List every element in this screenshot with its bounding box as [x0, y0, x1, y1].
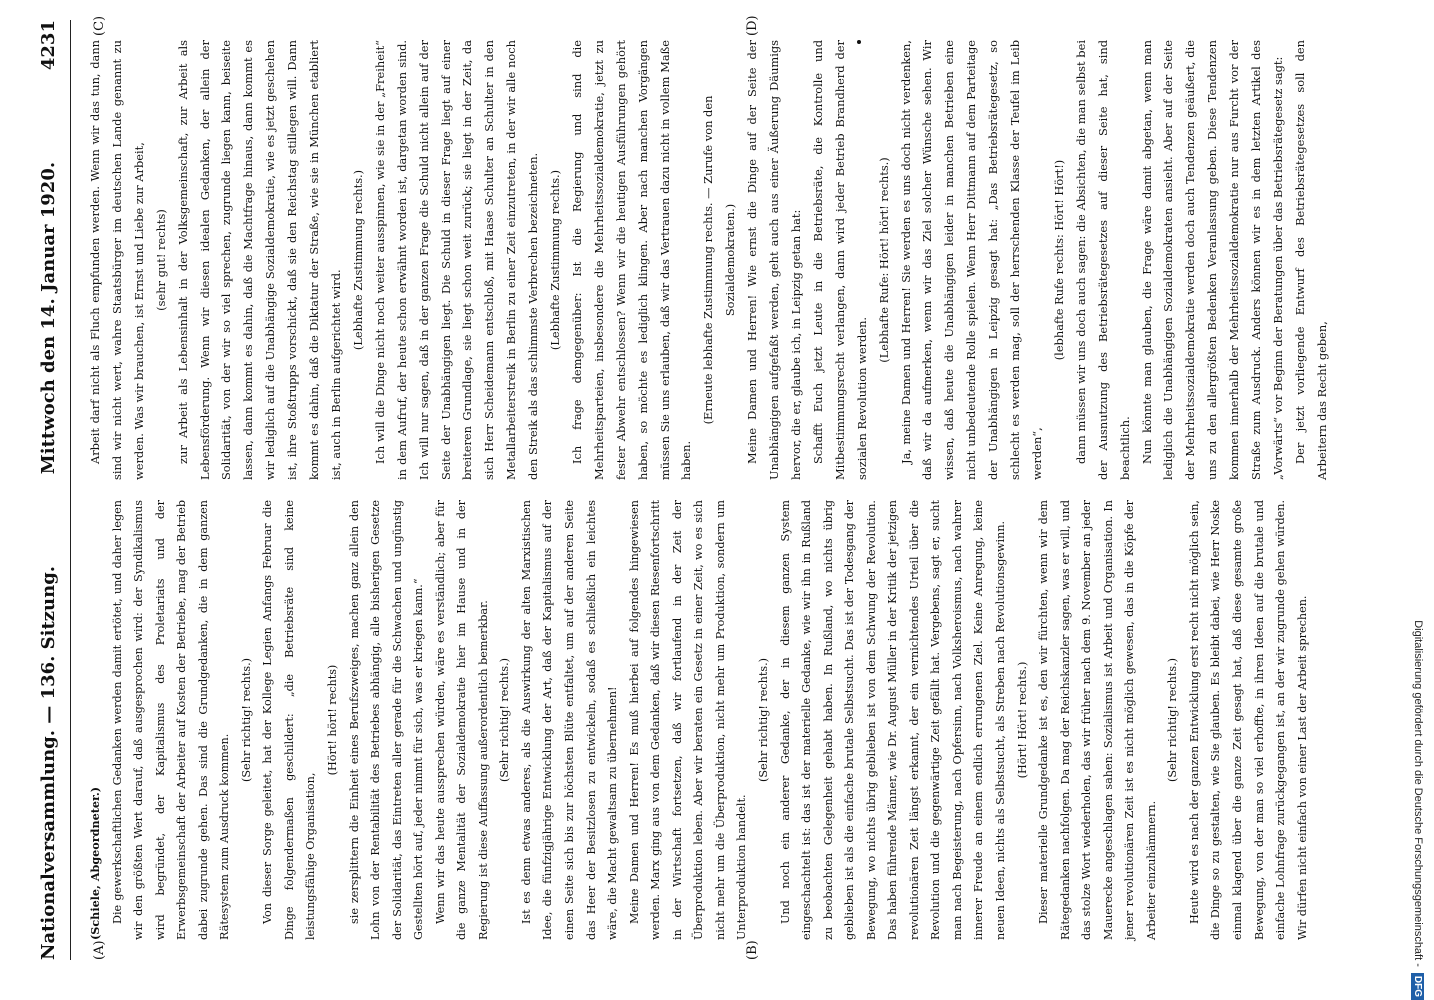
digitization-note	[1406, 0, 1430, 1000]
ink-dot	[857, 40, 861, 44]
paragraph: (Hört! hört! rechts)	[326, 664, 340, 776]
paragraph: Ja, meine Damen und Herren! Sie werden es uns doch nicht verdenken, daß wir da aufmerken, wenn wir das Ziel solcher Wünsche sehen. Wir wissen, daß heute die Unabhängigen leider in manchen Betrieben eine nicht unbedeutende Rolle spielen. Wenn Herr Dittmann auf dem Parteitage der Unabhängigen in Leipzig gesagt hat: „Das Betriebsrätegesetz, so schlecht es werden mag, soll der herrschenden Klasse der Teufel im Leib werden“,	[898, 40, 1044, 480]
page-number: 4231	[37, 20, 59, 71]
dfg-logo: DFG	[1412, 973, 1425, 1000]
left-column	[85, 500, 1313, 940]
paragraph: (Sehr richtig! rechts.)	[239, 657, 253, 783]
paragraph: Und noch ein anderer Gedanke, der in diesem ganzen System eingeschachtelt ist: das ist der materielle Gedanke, wie wir ihn in Rußland zu beobachten Gelegenheit gehabt haben. In Rußland, wo nichts übrig geblieben ist als die einfache brutale Selbstsucht. Das ist der Todesgang der Bewegung, wo nichts übrig geblieben ist von dem Schwung der Revolution. Das haben führende Männer, wie Dr. August Müller in der Kritik der jetzigen revolutionären Zeit längst erkannt, der ein vernichtendes Urteil über die Revolution und die gegenwärtige Zeit gefällt hat. Vergebens, sagt er, sucht man nach Begeisterung, nach Opfersinn, nach Volksheroismus, nach wahrer innerer Freude an einem endlich errungenen Ziel. Keine Anregung, keine neuen Ideen, nichts als Selbstsucht, als Streben nach Revolutionsgewinn.	[778, 500, 1007, 940]
paragraph: Wenn wir das heute aussprechen würden, wäre es verständlich; aber für die ganze Mentalität der Sozialdemokratie hier im Hause und in der Regierung ist diese Auffassung außerordentlich bemerkbar.	[433, 500, 490, 940]
paragraph: Heute wird es nach der ganzen Entwicklung erst recht nicht möglich sein, die Dinge so zu gestalten, wie Sie glauben. Es bleibt dabei, wie Herr Noske einmal klagend über die ganze Zeit gesagt hat, daß diese gesamte große Bewegung, von der man so viel erhoffte, in ihren Ideen auf die brutale und einfache Lohnfrage zurückgegangen ist, an der wir zugrunde gehen würden. Wir dürfen nicht einfach von einer Last der Arbeit sprechen.	[1187, 500, 1309, 940]
paragraph: Meine Damen und Herren! Es muß hierbei auf folgendes hingewiesen werden. Marx ging aus von dem Gedanken, daß wir diesen Riesenfortschritt in der Wirtschaft fortsetzen, daß wir fortlaufend in der Zeit der Überproduktion leben. Aber wir beraten ein Gesetz in einer Zeit, wo es sich nicht mehr um die Überproduktion, nicht mehr um Produktion, sondern um Unterproduktion handelt.	[627, 500, 749, 940]
paragraph: (sehr gut! rechts)	[153, 209, 168, 311]
page-header	[28, 20, 68, 960]
header-date: Mittwoch den 14. Januar 1920.	[37, 161, 59, 475]
header-rule	[70, 20, 71, 960]
paragraph: (Lebhafte Zustimmung rechts.)	[548, 169, 563, 351]
paragraph: Meine Damen und Herren! Wie ernst die Dinge auf der Seite der Unabhängigen aufgefaßt werden, geht auch aus einer Äußerung Däumigs hervor, die er, glaube ich, in Leipzig getan hat:	[745, 40, 803, 480]
right-column	[85, 40, 1334, 480]
marker-b: (B)	[745, 940, 760, 960]
paragraph: (Lebhafte Zustimmung rechts.)	[350, 169, 365, 351]
paragraph: Ich frage demgegenüber: Ist die Regierung und sind die Mehrheitsparteien, insbesondere die Mehrheitssozialdemokratie, jetzt zu fester Abwehr entschlossen? Wenn wir die heutigen Ausführungen gehört haben, so möchte es lediglich klingen. Aber nach manchen Vorgängen müssen Sie uns erlauben, daß wir das Vertrauen dazu nicht in vollem Maße haben.	[569, 40, 694, 480]
paragraph: Ist es denn etwas anderes, als die Auswirkung der alten Marxistischen Idee, die fünfzigjährige Entwicklung der Art, daß der Kapitalismus auf der einen Seite sich bis zur höchsten Blüte entfaltet, um auf der anderen Seite das Heer der Besitzlosen zu entwickeln, sodaß es schließlich ein leichtes wäre, die Macht gewaltsam zu übernehmen!	[519, 500, 620, 940]
paragraph: (Sehr richtig! rechts.)	[756, 657, 770, 783]
marker-c: (C)	[92, 15, 107, 36]
digitization-text: Digitalisierung gefördert durch die Deutsche Forschungsgemeinschaft -	[1412, 620, 1424, 967]
paragraph: Nun könnte man glauben, die Frage wäre damit abgetan, wenn man lediglich die Unabhängigen Sozialdemokraten ansieht. Aber auf der Seite der Mehrheitssozialdemokratie werden doch auch Tendenzen geäußert, die uns zu den allergrößten Bedenken Veranlassung geben. Diese Tendenzen kommen innerhalb der Mehrheitssozialdemokratie nur aus Furcht vor der Straße zum Ausdruck. Anders können wir es in dem letzten Artikel des „Vorwärts“ vor Beginn der Beratungen über das Betriebsrätegesetz sagt:	[1139, 40, 1285, 480]
paragraph: zur Arbeit als Lebensinhalt in der Volksgemeinschaft, zur Arbeit als Lebensförderung. Wenn wir diesen idealen Gedanken, der allein der Solidarität, von der wir so viel sprechen, zugrunde liegen kann, beiseite lassen, dann kommt es dahin, daß die Machtfrage hinaus, dann kommt es wir lediglich auf die Unabhängige Sozialdemokratie, wie es jetzt geschehen ist, ihre Stoßtrupps vorschickt, daß sie den Reichstag stillegen will. Dann kommt es dahin, daß die Diktatur der Straße, wie sie in München etabliert ist, auch in Berlin aufgerichtet wird.	[175, 40, 343, 480]
paragraph: (Erneute lebhafte Zustimmung rechts. — Zurufe von den Sozialdemokraten.)	[701, 95, 738, 425]
marker-d: (D)	[745, 15, 760, 36]
paragraph: Dieser materielle Grundgedanke ist es, den wir fürchten, wenn wir dem Rätegedanken nachfolgen. Da mag der Reichskanzler sagen, was er will, und das stolze Wort wiederholen, das wir früher nach dem 9. November an jeder Mauerecke angeschlagen sahen: Sozialismus ist Arbeit und Organisation. In jener revolutionären Zeit ist es nicht möglich gewesen, das in die Köpfe der Arbeiter einzuhämmern.	[1037, 500, 1158, 940]
paragraph: dann müssen wir uns doch auch sagen: die Absichten, die man selbst bei der Ausnutzung des Betriebsrätegesetzes auf dieser Seite hat, sind beachtlich.	[1073, 40, 1132, 480]
paragraph: (Sehr richtig! rechts.)	[1166, 657, 1180, 783]
paragraph: sie zersplittern die Einheit eines Berufszweiges, machen ganz allein den Lohn von der Rentabilität des Betriebes abhängig, alle bisherigen Gesetze der Solidarität, das Eintreten aller gerade für die Schwachen und ungünstig Gestellten hört auf, jeder nimmt für sich, was er kriegen kann.“	[347, 500, 426, 940]
speaker-label: (Schiele, Abgeordneter.)	[88, 786, 102, 940]
paragraph: Die gewerkschaftlichen Gedanken werden damit ertötet, und daher legen wir den größten Wert darauf, daß ausgesprochen wird: der Syndikalismus wird begründet, der Kapitalismus des Proletariats und der Erwerbsgemeinschaft der Arbeiter auf Kosten der Betriebe, mag der Betrieb dabei zugrunde gehen. Das sind die Grundgedanken, die in dem ganzen Rätesystem zum Ausdruck kommen.	[110, 500, 232, 940]
header-left: Nationalversammlung. — 136. Sitzung.	[37, 565, 59, 960]
paragraph: (Hört! Hört! rechts.)	[1015, 661, 1029, 779]
paragraph: Schafft Euch jetzt Leute in die Betriebsräte, die Kontrolle und Mitbestimmungsrecht verlangen, dann wird jeder Betrieb Brandherd der sozialen Revolution werden.	[810, 40, 869, 480]
paragraph: Arbeit darf nicht als Fluch empfunden werden. Wenn wir das tun, dann sind wir nicht wert, wahre Staatsbürger im deutschen Lande genannt zu werden. Was wir brauchen, ist Ernst und Liebe zur Arbeit,	[88, 40, 146, 480]
paragraph: (Lebhafte Rufe: Hört! hört! rechts.)	[876, 157, 891, 363]
paragraph: Ich will die Dinge nicht noch weiter ausspinnen, wie sie in der „Freiheit“ in dem Aufruf, der heute schon erwähnt worden ist, dargetan worden sind. Ich will nur sagen, daß in der ganzen Frage die Schuld nicht allein auf der Seite der Unabhängigen liegt. Die Schuld in dieser Frage liegt auf einer breiteren Grundlage, sie liegt schon weit zurück; sie liegt in der Zeit, da sich Herr Scheidemann entschloß, mit Haase Schulter an Schulter in den Metallarbeiterstreik in Berlin zu einer Zeit einzutreten, in der wir alle noch den Streik als das schlimmste Verbrechen bezeichneten.	[372, 40, 541, 480]
paragraph: (lebhafte Rufe rechts: Hört! Hört!)	[1051, 159, 1066, 361]
paragraph: (Sehr richtig! rechts.)	[498, 657, 512, 783]
marker-a: (A)	[92, 940, 107, 960]
paragraph: Der jetzt vorliegende Entwurf des Betriebsrätegesetzes soll den Arbeitern das Recht geben,	[1292, 40, 1329, 480]
paragraph: Von dieser Sorge geleitet, hat der Kollege Legien Anfangs Februar die Dinge folgendermaßen geschildert: „die Betriebsräte sind keine leistungsfähige Organisation,	[261, 500, 318, 940]
